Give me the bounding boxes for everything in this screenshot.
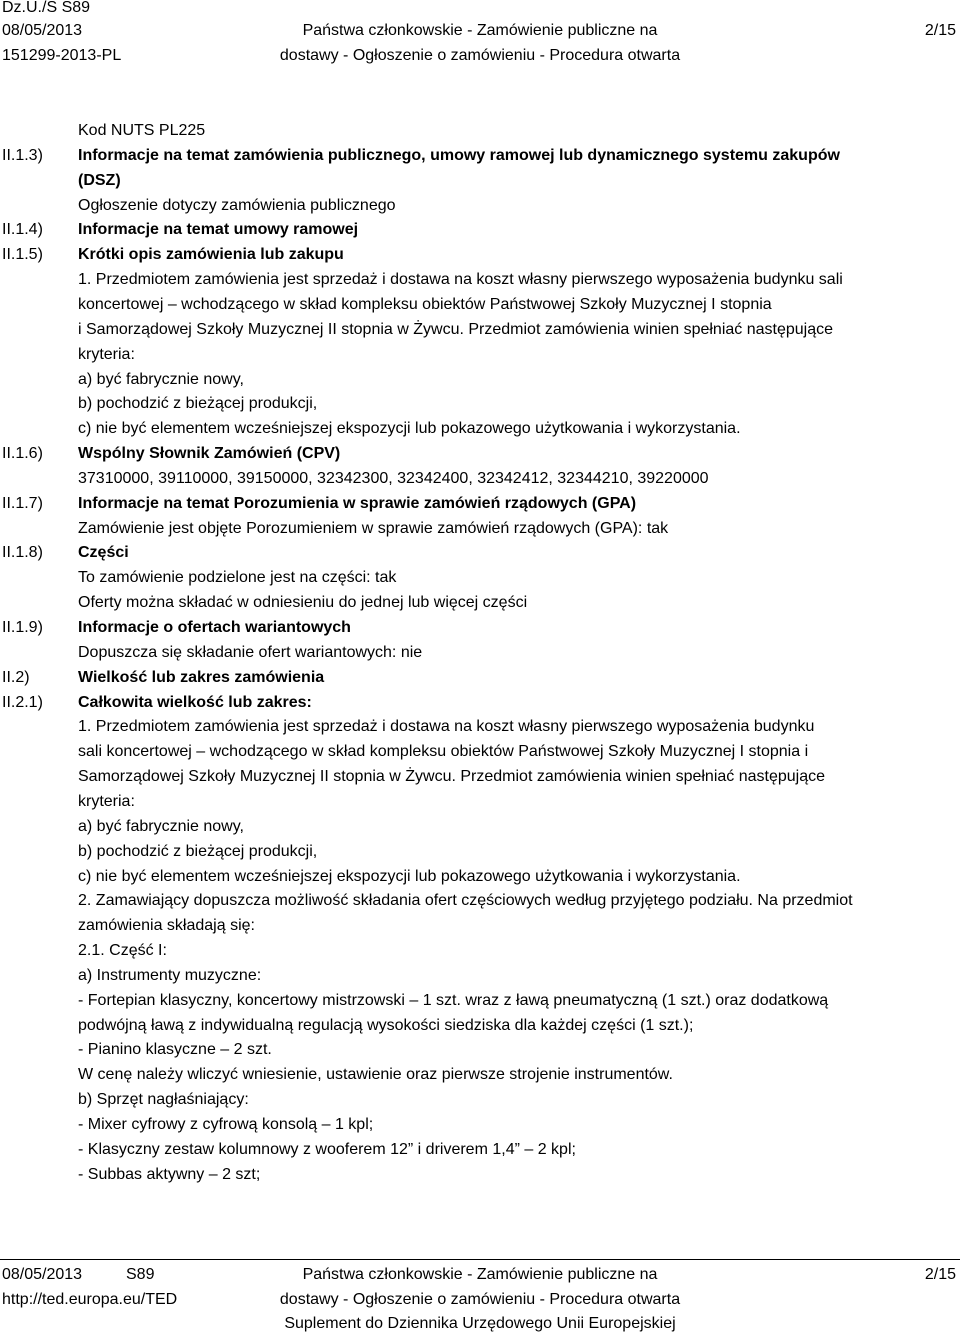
document-id: 151299-2013-PL (2, 47, 122, 64)
body-text-line: 37310000, 39110000, 39150000, 32342300, 32342400, 32342412, 32344210, 39220000 (78, 469, 709, 487)
body-text-line: kryteria: (78, 345, 135, 363)
footer-date: 08/05/2013 (2, 1266, 83, 1283)
body-text-line: 1. Przedmiotem zamówienia jest sprzedaż i dostawa na koszt własny pierwszego wyposażenia budynku sali (78, 271, 843, 289)
body-text-line: 2.1. Część I: (78, 942, 167, 960)
footer-title-line2: dostawy - Ogłoszenie o zamówieniu - Procedura otwarta (279, 1291, 681, 1308)
body-text-line: W cenę należy wliczyć wniesienie, ustawienie oraz pierwsze strojenie instrumentów. (78, 1066, 673, 1084)
body-text-line: - Klasyczny zestaw kolumnowy z wooferem 12” i driverem 1,4” – 2 kpl; (78, 1140, 576, 1158)
body-text-line: podwójną ławą z indywidualną regulacją wysokości siedziska dla każdej części (1 szt.); (78, 1016, 694, 1034)
body-text-line: Dopuszcza się składanie ofert wariantowych: nie (78, 643, 423, 661)
body-text-line: - Subbas aktywny – 2 szt; (78, 1165, 261, 1183)
section-number: II.1.3) (2, 146, 43, 164)
body-text-line: Zamówienie jest objęte Porozumieniem w sprawie zamówień rządowych (GPA): tak (78, 519, 669, 537)
section-number: II.2.1) (2, 693, 43, 711)
footer-series: S89 (126, 1266, 155, 1283)
body-text-line: c) nie być elementem wcześniejszej ekspozycji lub pokazowego użytkowania i wykorzystania. (78, 867, 741, 885)
body-text-line: a) Instrumenty muzyczne: (78, 966, 262, 984)
section-number: II.2) (2, 668, 30, 686)
header-title-line2: dostawy - Ogłoszenie o zamówieniu - Procedura otwarta (279, 47, 681, 64)
section-number: II.1.7) (2, 494, 43, 512)
body-text-line: Kod NUTS PL225 (78, 122, 206, 139)
body-text-line: b) pochodzić z bieżącej produkcji, (78, 395, 318, 413)
header-page-number: 2/15 (924, 22, 956, 39)
body-text-line: zamówienia składają się: (78, 917, 255, 935)
body-text-line: Oferty można składać w odniesieniu do jednej lub więcej części (78, 594, 528, 612)
body-text-line: b) Sprzęt nagłaśniający: (78, 1091, 249, 1109)
body-text-line: 1. Przedmiotem zamówienia jest sprzedaż i dostawa na koszt własny pierwszego wyposażenia budynku (78, 718, 815, 736)
body-text-line: b) pochodzić z bieżącej produkcji, (78, 842, 318, 860)
body-text-line: a) być fabrycznie nowy, (78, 817, 244, 835)
section-heading: (DSZ) (78, 171, 121, 189)
section-heading: Krótki opis zamówienia lub zakupu (78, 246, 344, 264)
section-heading: Informacje na temat Porozumienia w sprawie zamówień rządowych (GPA) (78, 494, 637, 512)
body-text-line: - Pianino klasyczne – 2 szt. (78, 1041, 272, 1059)
section-heading: Informacje na temat umowy ramowej (78, 221, 359, 239)
header-date: 08/05/2013 (2, 22, 83, 39)
body-text-line: 2. Zamawiający dopuszcza możliwość składania ofert częściowych według przyjętego podziału. Na przedmiot (78, 892, 853, 910)
section-heading: Całkowita wielkość lub zakres: (78, 693, 312, 711)
section-number: II.1.9) (2, 619, 43, 636)
section-heading: Wspólny Słownik Zamówień (CPV) (78, 445, 341, 463)
section-number: II.1.8) (2, 544, 43, 562)
body-text-line: i Samorządowej Szkoły Muzycznej II stopnia w Żywcu. Przedmiot zamówienia winien spełniać następujące (78, 320, 833, 338)
body-text-line: kryteria: (78, 792, 135, 810)
journal-ref: Dz.U./S S89 (2, 0, 91, 16)
body-text-line: - Mixer cyfrowy z cyfrową konsolą – 1 kpl; (78, 1116, 374, 1133)
body-text-line: Ogłoszenie dotyczy zamówienia publicznego (78, 196, 396, 214)
body-text-line: a) być fabrycznie nowy, (78, 370, 244, 388)
footer-divider (0, 1259, 960, 1260)
section-heading: Informacje o ofertach wariantowych (78, 619, 351, 636)
header-title-line1: Państwa członkowskie - Zamówienie publiczne na (302, 22, 658, 39)
body-text-line: koncertowej – wchodzącego w skład kompleksu obiektów Państwowej Szkoły Muzycznej I stopnia (78, 295, 772, 313)
footer-page-number: 2/15 (924, 1266, 956, 1283)
body-text-line: sali koncertowej – wchodzącego w skład kompleksu obiektów Państwowej Szkoły Muzycznej I stopnia i (78, 743, 809, 761)
section-number: II.1.5) (2, 246, 43, 264)
footer-title-line3: Suplement do Dziennika Urzędowego Unii Europejskiej (284, 1315, 676, 1332)
section-heading: Wielkość lub zakres zamówienia (78, 668, 325, 686)
body-text-line: To zamówienie podzielone jest na części: tak (78, 569, 397, 587)
body-text-line: c) nie być elementem wcześniejszej ekspozycji lub pokazowego użytkowania i wykorzystania. (78, 420, 741, 438)
section-heading: Części (78, 544, 129, 562)
body-text-line: - Fortepian klasyczny, koncertowy mistrzowski – 1 szt. wraz z ławą pneumatyczną (1 szt.) oraz dodatkową (78, 991, 829, 1009)
footer-title-line1: Państwa członkowskie - Zamówienie publiczne na (302, 1266, 658, 1283)
footer-url[interactable]: http://ted.europa.eu/TED (2, 1291, 178, 1308)
section-number: II.1.6) (2, 445, 43, 463)
body-text-line: Samorządowej Szkoły Muzycznej II stopnia w Żywcu. Przedmiot zamówienia winien spełniać następujące (78, 768, 825, 786)
section-number: II.1.4) (2, 221, 43, 239)
section-heading: Informacje na temat zamówienia publicznego, umowy ramowej lub dynamicznego systemu zakupów (78, 146, 840, 164)
